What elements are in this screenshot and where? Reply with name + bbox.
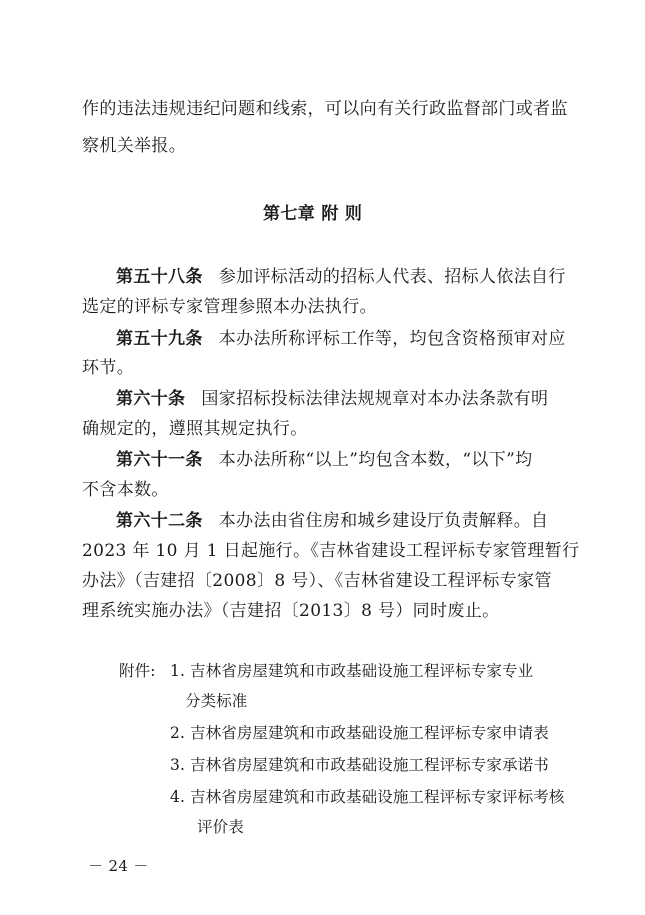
attachment-label: 附件: <box>119 662 156 680</box>
article-62-line-1 <box>116 510 548 532</box>
article-62-line-3: 办法》（吉建招〔2008〕8 号）、《吉林省建设工程评标专家管 <box>82 571 552 591</box>
article-59-line-2: 环节。 <box>82 358 135 378</box>
article-label: 第五十九条 <box>116 329 203 349</box>
article-label: 第五十八条 <box>116 267 203 287</box>
article-62-line-2: 2023 年 10 月 1 日起施行。《吉林省建设工程评标专家管理暂行 <box>82 541 580 561</box>
article-61-line-2: 不含本数。 <box>82 480 169 500</box>
article-61-line-1 <box>116 449 533 471</box>
article-text: 本办法由省住房和城乡建设厅负责解释。自 <box>218 511 549 531</box>
article-58-line-2: 选定的评标专家管理参照本办法执行。 <box>82 297 377 317</box>
article-label: 第六十一条 <box>116 450 203 470</box>
article-text: 国家招标投标法律法规规章对本办法条款有明 <box>201 389 549 409</box>
article-text: 本办法所称“以上”均包含本数，“以下”均 <box>218 450 533 470</box>
attachment-item-1-line-2: 分类标准 <box>185 692 248 710</box>
page-number: － 24 － <box>88 857 149 875</box>
attachment-item-2: 2. 吉林省房屋建筑和市政基础设施工程评标专家申请表 <box>170 724 549 742</box>
article-text: 本办法所称评标工作等，均包含资格预审对应 <box>218 329 566 349</box>
intro-line-2: 察机关举报。 <box>82 136 187 156</box>
attachment-item-4-line-2: 评价表 <box>197 818 244 836</box>
chapter-title: 第七章 附 则 <box>263 204 363 224</box>
article-60-line-2: 确规定的，遵照其规定执行。 <box>82 419 308 439</box>
attachment-item-3: 3. 吉林省房屋建筑和市政基础设施工程评标专家承诺书 <box>170 756 549 774</box>
article-label: 第六十二条 <box>116 511 203 531</box>
article-60-line-1 <box>116 388 548 410</box>
attachment-item-4-line-1: 4. 吉林省房屋建筑和市政基础设施工程评标专家评标考核 <box>170 788 565 806</box>
article-text: 参加评标活动的招标人代表、招标人依法自行 <box>218 267 566 287</box>
intro-line-1: 作的违法违规违纪问题和线索，可以向有关行政监督部门或者监 <box>82 99 568 119</box>
article-label: 第六十条 <box>116 389 186 409</box>
article-62-line-4: 理系统实施办法》（吉建招〔2013〕8 号）同时废止。 <box>82 601 500 621</box>
article-59-line-1 <box>116 328 566 350</box>
article-58-line-1 <box>116 266 566 288</box>
attachment-item-1-line-1: 1. 吉林省房屋建筑和市政基础设施工程评标专家专业 <box>170 662 534 680</box>
